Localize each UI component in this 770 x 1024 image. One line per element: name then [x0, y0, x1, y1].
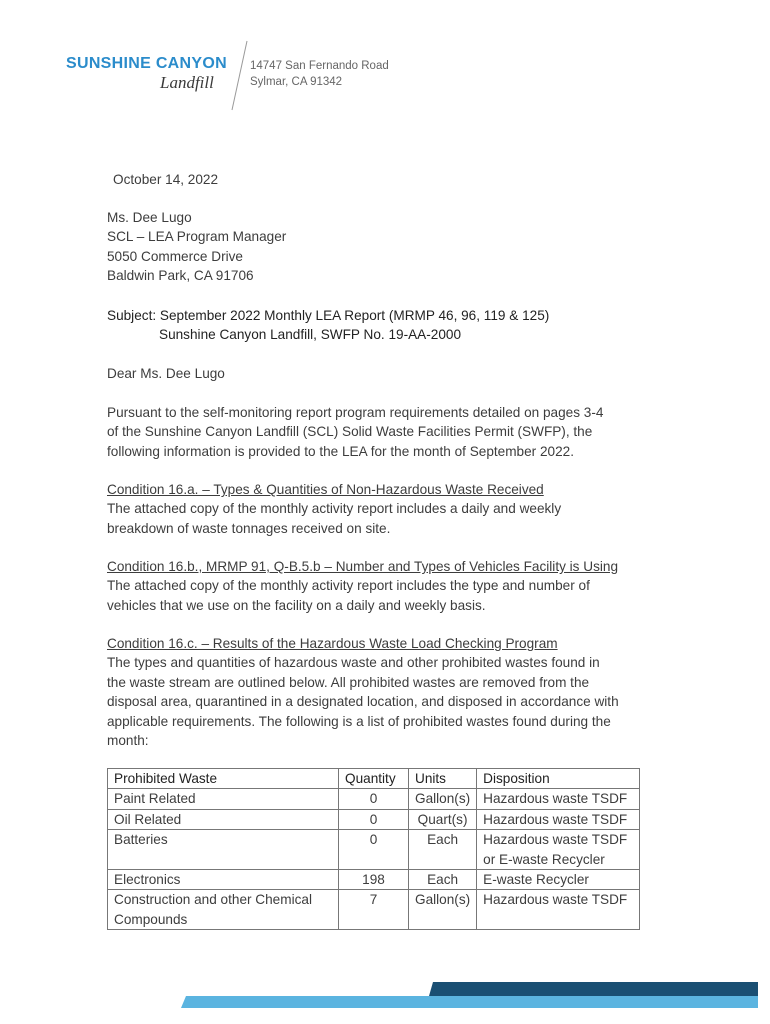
- condition-line: The types and quantities of hazardous waste and other prohibited wastes found in: [107, 655, 600, 671]
- condition-line: vehicles that we use on the facility on a daily and weekly basis.: [107, 597, 486, 613]
- intro-line: following information is provided to the LEA for the month of September 2022.: [107, 443, 574, 459]
- table-row: [108, 830, 640, 870]
- condition-16b-section: [107, 557, 618, 615]
- condition-line: the waste stream are outlined below. All prohibited wastes are removed from the: [107, 674, 590, 690]
- waste-line: Compounds: [114, 911, 188, 927]
- condition-line: applicable requirements. The following is a list of prohibited wastes found during the: [107, 713, 611, 729]
- footer-band: [0, 978, 770, 1024]
- footer-dark-stripe: [429, 982, 758, 996]
- letterhead-divider: [230, 40, 250, 112]
- cell-quantity: 198: [339, 870, 409, 890]
- subject-block: [107, 306, 549, 345]
- condition-line: breakdown of waste tonnages received on site.: [107, 520, 391, 536]
- disposition-line: or E-waste Recycler: [483, 851, 605, 867]
- header-units: Units: [409, 769, 477, 789]
- recipient-block: [107, 208, 286, 286]
- cell-units: Gallon(s): [409, 789, 477, 809]
- logo-subtitle: Landfill: [160, 73, 214, 92]
- cell-units: Each: [409, 830, 477, 870]
- cell-quantity: 0: [339, 830, 409, 870]
- header-prohibited-waste: Prohibited Waste: [108, 769, 339, 789]
- cell-disposition: Hazardous waste TSDF: [477, 890, 640, 930]
- condition-line: The attached copy of the monthly activity report includes the type and number of: [107, 578, 590, 594]
- condition-line: month:: [107, 733, 149, 749]
- header-quantity: Quantity: [339, 769, 409, 789]
- cell-disposition: [477, 830, 640, 870]
- address-line-2: Sylmar, CA 91342: [250, 76, 343, 88]
- cell-waste: Paint Related: [108, 789, 339, 809]
- table-row: [108, 809, 640, 829]
- letter-date: October 14, 2022: [113, 172, 219, 187]
- subject-line-2: Sunshine Canyon Landfill, SWFP No. 19-AA-2000: [159, 327, 462, 343]
- table-row: [108, 890, 640, 930]
- recipient-city: Baldwin Park, CA 91706: [107, 268, 254, 284]
- recipient-name: Ms. Dee Lugo: [107, 210, 192, 225]
- subject-line-1: Subject: September 2022 Monthly LEA Report (MRMP 46, 96, 119 & 125): [107, 308, 550, 323]
- cell-disposition: Hazardous waste TSDF: [477, 789, 640, 809]
- cell-quantity: 0: [339, 809, 409, 829]
- cell-quantity: 7: [339, 890, 409, 930]
- cell-units: Gallon(s): [409, 890, 477, 930]
- table-row: [108, 789, 640, 809]
- condition-16a-section: [107, 480, 561, 538]
- header-disposition: Disposition: [477, 769, 640, 789]
- cell-quantity: 0: [339, 789, 409, 809]
- cell-waste: Electronics: [108, 870, 339, 890]
- intro-paragraph: [107, 403, 603, 461]
- cell-disposition: Hazardous waste TSDF: [477, 809, 640, 829]
- intro-line: Pursuant to the self-monitoring report program requirements detailed on pages 3-4: [107, 405, 604, 420]
- salutation: Dear Ms. Dee Lugo: [107, 366, 225, 381]
- logo-wordmark: SUNSHINE CANYON: [66, 55, 227, 72]
- prohibited-waste-table: [107, 768, 640, 930]
- cell-waste: Oil Related: [108, 809, 339, 829]
- condition-heading: Condition 16.a. – Types & Quantities of Non-Hazardous Waste Received: [107, 482, 544, 497]
- address-line-1: 14747 San Fernando Road: [250, 60, 389, 72]
- intro-line: of the Sunshine Canyon Landfill (SCL) Solid Waste Facilities Permit (SWFP), the: [107, 424, 593, 440]
- recipient-title: SCL – LEA Program Manager: [107, 229, 287, 245]
- waste-line: Construction and other Chemical: [114, 892, 312, 908]
- condition-heading: Condition 16.c. – Results of the Hazardous Waste Load Checking Program: [107, 636, 558, 651]
- condition-16c-section: [107, 634, 619, 750]
- condition-heading: Condition 16.b., MRMP 91, Q-B.5.b – Number and Types of Vehicles Facility is Using: [107, 559, 619, 574]
- table-header-row: [108, 769, 640, 789]
- cell-waste: Batteries: [108, 830, 339, 870]
- cell-units: Quart(s): [409, 809, 477, 829]
- cell-disposition: E-waste Recycler: [477, 870, 640, 890]
- condition-line: disposal area, quarantined in a designated location, and disposed in accordance with: [107, 694, 619, 710]
- cell-units: Each: [409, 870, 477, 890]
- condition-line: The attached copy of the monthly activity report includes a daily and weekly: [107, 501, 562, 517]
- footer-light-stripe: [181, 996, 758, 1008]
- recipient-street: 5050 Commerce Drive: [107, 248, 243, 264]
- disposition-line: Hazardous waste TSDF: [483, 832, 628, 848]
- table-row: [108, 870, 640, 890]
- cell-waste: [108, 890, 339, 930]
